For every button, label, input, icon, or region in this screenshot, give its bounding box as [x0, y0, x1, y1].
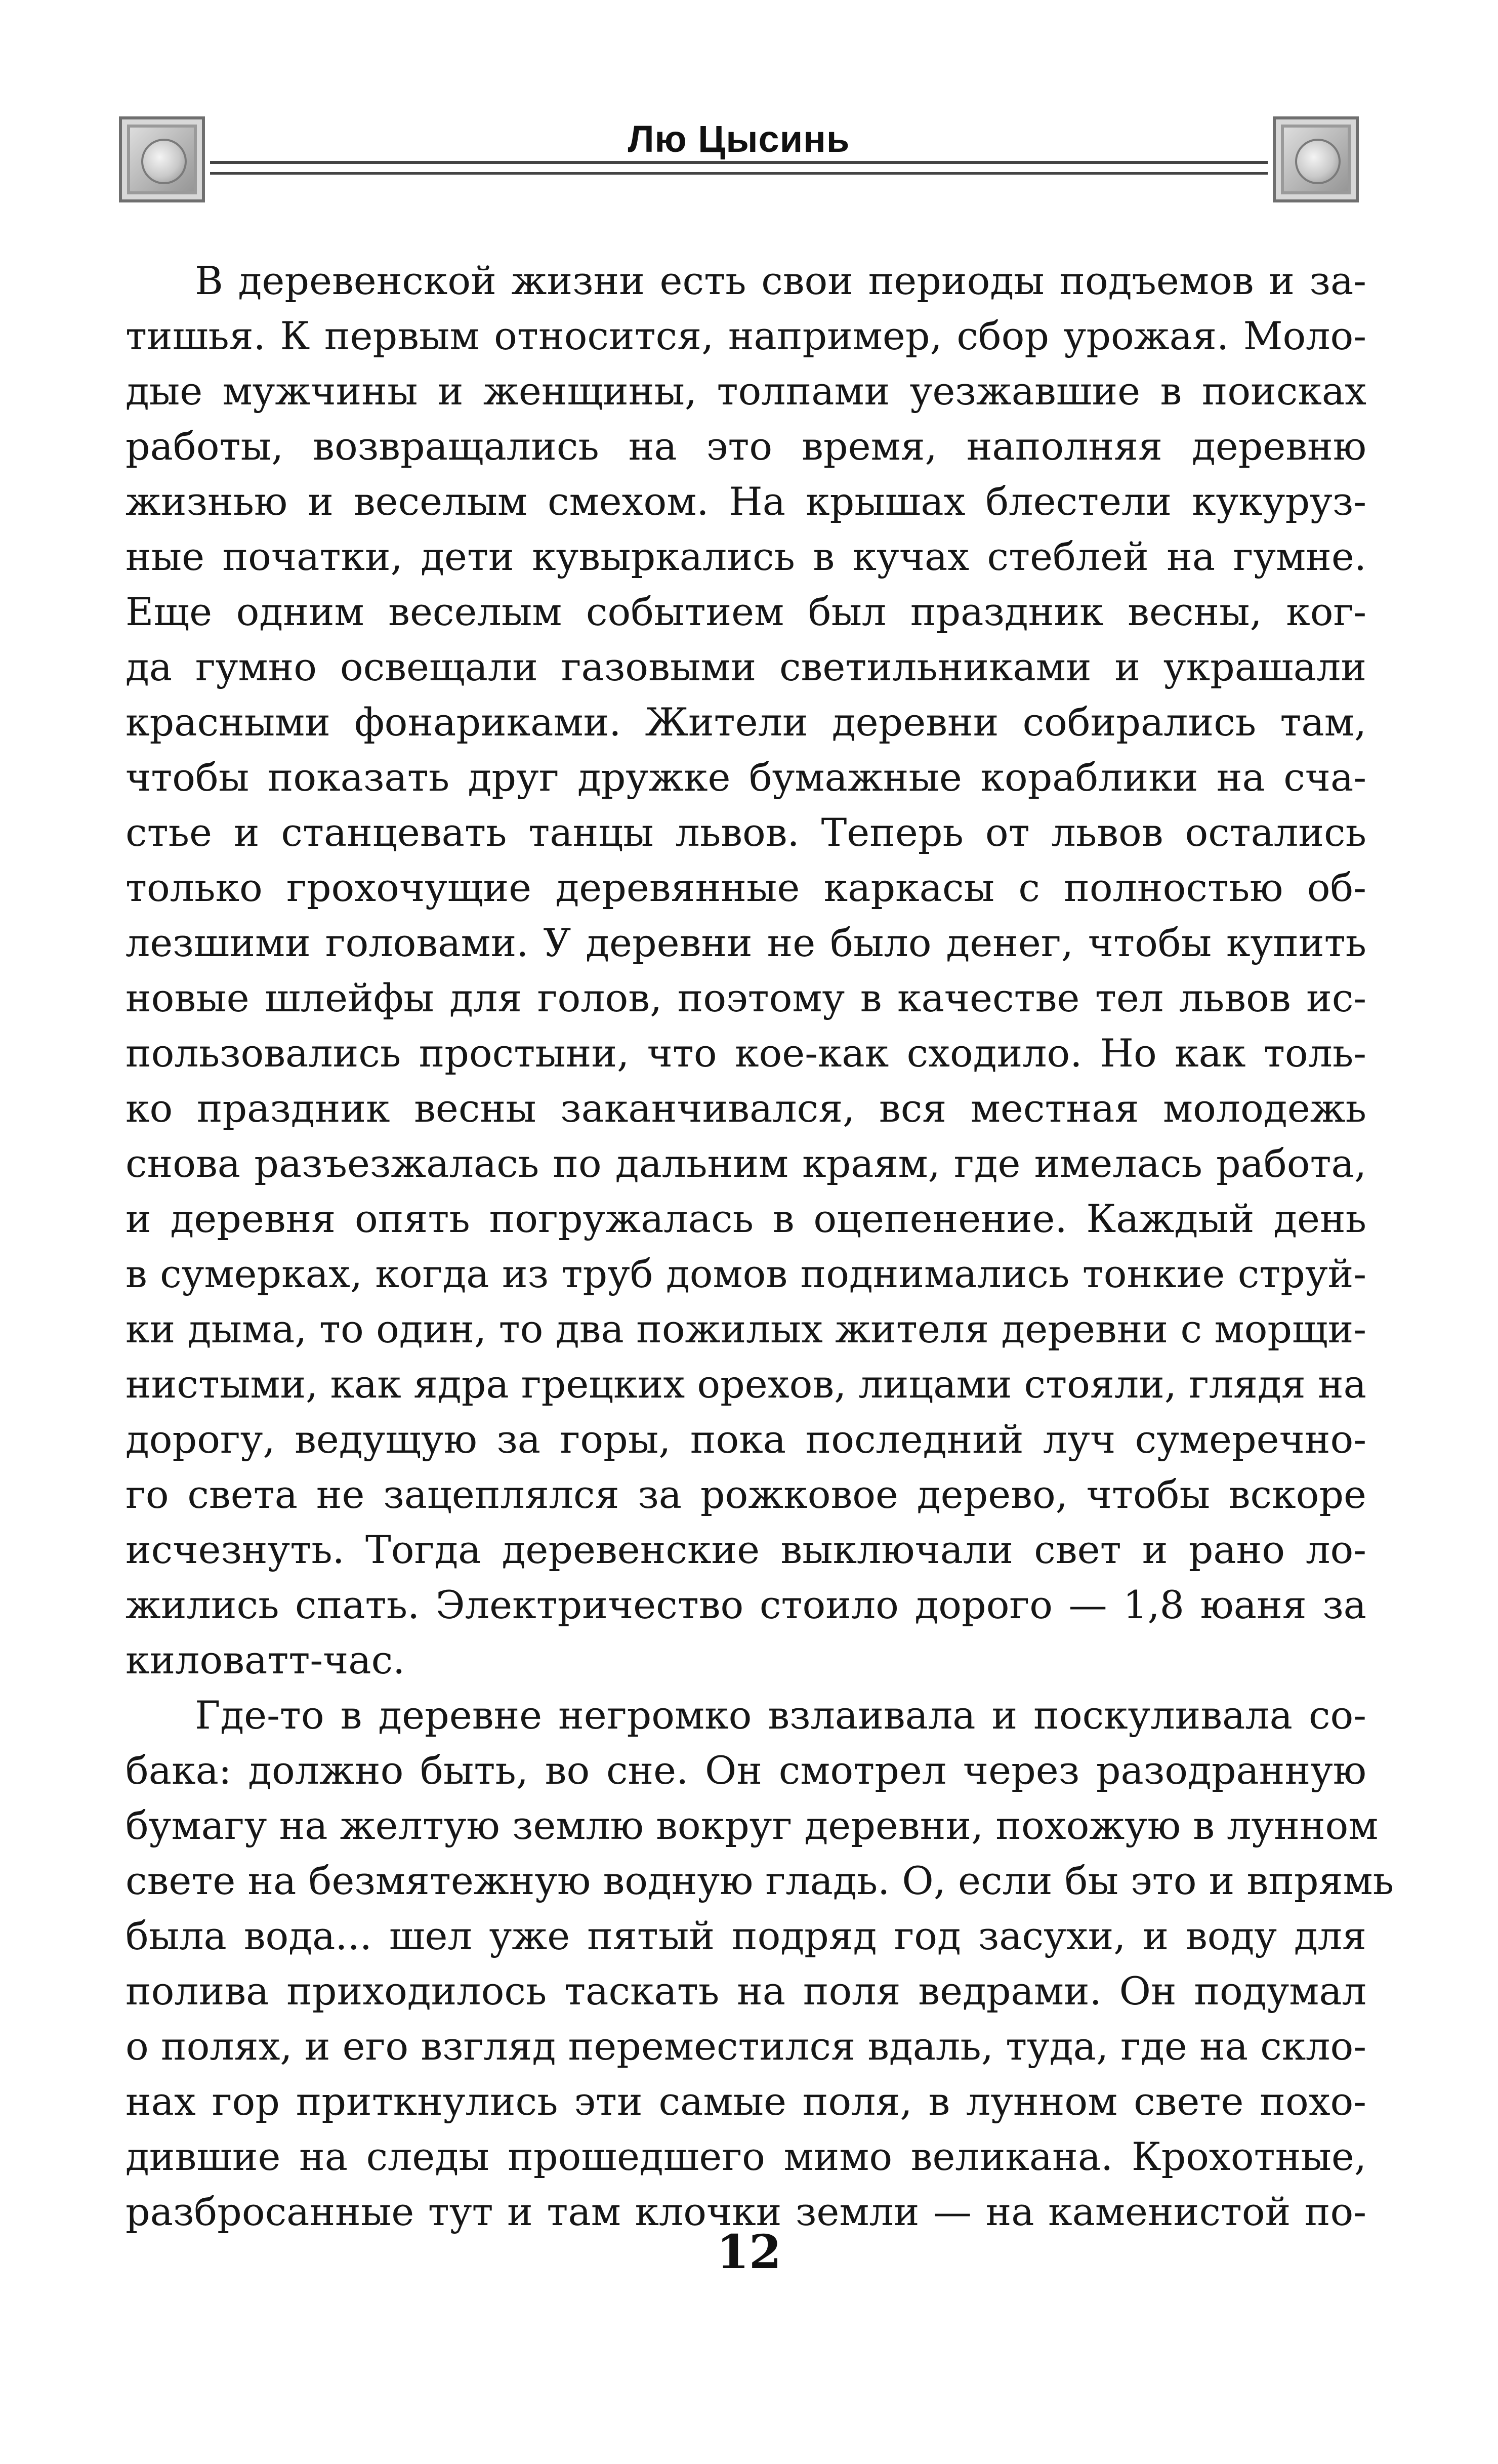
running-header	[114, 106, 1364, 218]
text-line: была вода... шел уже пятый подряд год засухи, и воду для	[126, 1913, 1366, 1958]
text-line: полива приходилось таскать на поля ведрами. Он подумал	[126, 1968, 1366, 2014]
text-line: тишья. К первым относится, например, сбор урожая. Моло-	[126, 313, 1366, 358]
text-line: бумагу на желтую землю вокруг деревни, похожую в лунном	[126, 1803, 1379, 1848]
text-line: о полях, и его взгляд переместился вдаль, туда, где на скло-	[126, 2024, 1366, 2069]
text-line: нистыми, как ядра грецких орехов, лицами стояли, глядя на	[126, 1362, 1366, 1407]
text-line: новые шлейфы для голов, поэтому в качестве тел львов ис-	[126, 975, 1366, 1020]
text-line: пользовались простыни, что кое-как сходило. Но как толь-	[126, 1031, 1366, 1076]
text-line: и деревня опять погружалась в оцепенение. Каждый день	[126, 1196, 1366, 1241]
text-line: киловатт-час.	[126, 1637, 405, 1682]
text-line: красными фонариками. Жители деревни собирались там,	[126, 700, 1366, 745]
text-line: исчезнуть. Тогда деревенские выключали свет и рано ло-	[126, 1527, 1366, 1572]
text-line: чтобы показать друг дружке бумажные кораблики на сча-	[126, 755, 1366, 800]
text-line: снова разъезжалась по дальним краям, где имелась работа,	[126, 1141, 1366, 1186]
body-text	[126, 253, 1394, 2239]
text-line: лезшими головами. У деревни не было денег, чтобы купить	[126, 920, 1366, 965]
text-line: ки дыма, то один, то два пожилых жителя деревни с морщи-	[126, 1306, 1366, 1351]
text-line: В деревенской жизни есть свои периоды подъемов и за-	[195, 258, 1366, 303]
page-number: 12	[716, 2225, 782, 2279]
paragraph	[126, 1688, 1394, 2239]
text-line: только грохочущие деревянные каркасы с полностью об-	[126, 865, 1366, 910]
text-line: го света не зацеплялся за рожковое дерево, чтобы вскоре	[126, 1472, 1366, 1517]
header-ornament-right-icon	[1273, 116, 1359, 202]
text-line: жизнью и веселым смехом. На крышах блестели кукуруз-	[126, 479, 1366, 524]
text-line: жились спать. Электричество стоило дорого — 1,8 юаня за	[126, 1582, 1366, 1627]
author-running-head: Лю Цысинь	[628, 118, 850, 160]
text-line: свете на безмятежную водную гладь. О, если бы это и впрямь	[126, 1858, 1394, 1903]
paragraph	[126, 253, 1366, 1688]
text-line: дорогу, ведущую за горы, пока последний луч сумеречно-	[126, 1417, 1366, 1462]
header-rule-bottom	[210, 172, 1268, 175]
text-line: работы, возвращались на это время, наполняя деревню	[126, 424, 1366, 469]
text-line: в сумерках, когда из труб домов поднимались тонкие струй-	[126, 1251, 1366, 1296]
text-line: дившие на следы прошедшего мимо великана. Крохотные,	[126, 2134, 1366, 2179]
text-line: дые мужчины и женщины, толпами уезжавшие в поисках	[126, 368, 1366, 414]
text-line: Еще одним веселым событием был праздник весны, ког-	[126, 589, 1366, 634]
text-line: стье и станцевать танцы львов. Теперь от львов остались	[126, 810, 1366, 855]
text-line: разбросанные тут и там клочки земли — на каменистой по-	[126, 2189, 1366, 2234]
header-rule-top	[210, 161, 1268, 164]
text-line: бака: должно быть, во сне. Он смотрел через разодранную	[126, 1748, 1366, 1793]
text-line: да гумно освещали газовыми светильниками и украшали	[126, 644, 1366, 689]
text-line: Где-то в деревне негромко взлаивала и поскуливала со-	[195, 1693, 1366, 1738]
text-line: ко праздник весны заканчивался, вся местная молодежь	[126, 1086, 1366, 1131]
text-line: нах гор приткнулись эти самые поля, в лунном свете похо-	[126, 2079, 1366, 2124]
text-line: ные початки, дети кувыркались в кучах стеблей на гумне.	[126, 534, 1366, 579]
